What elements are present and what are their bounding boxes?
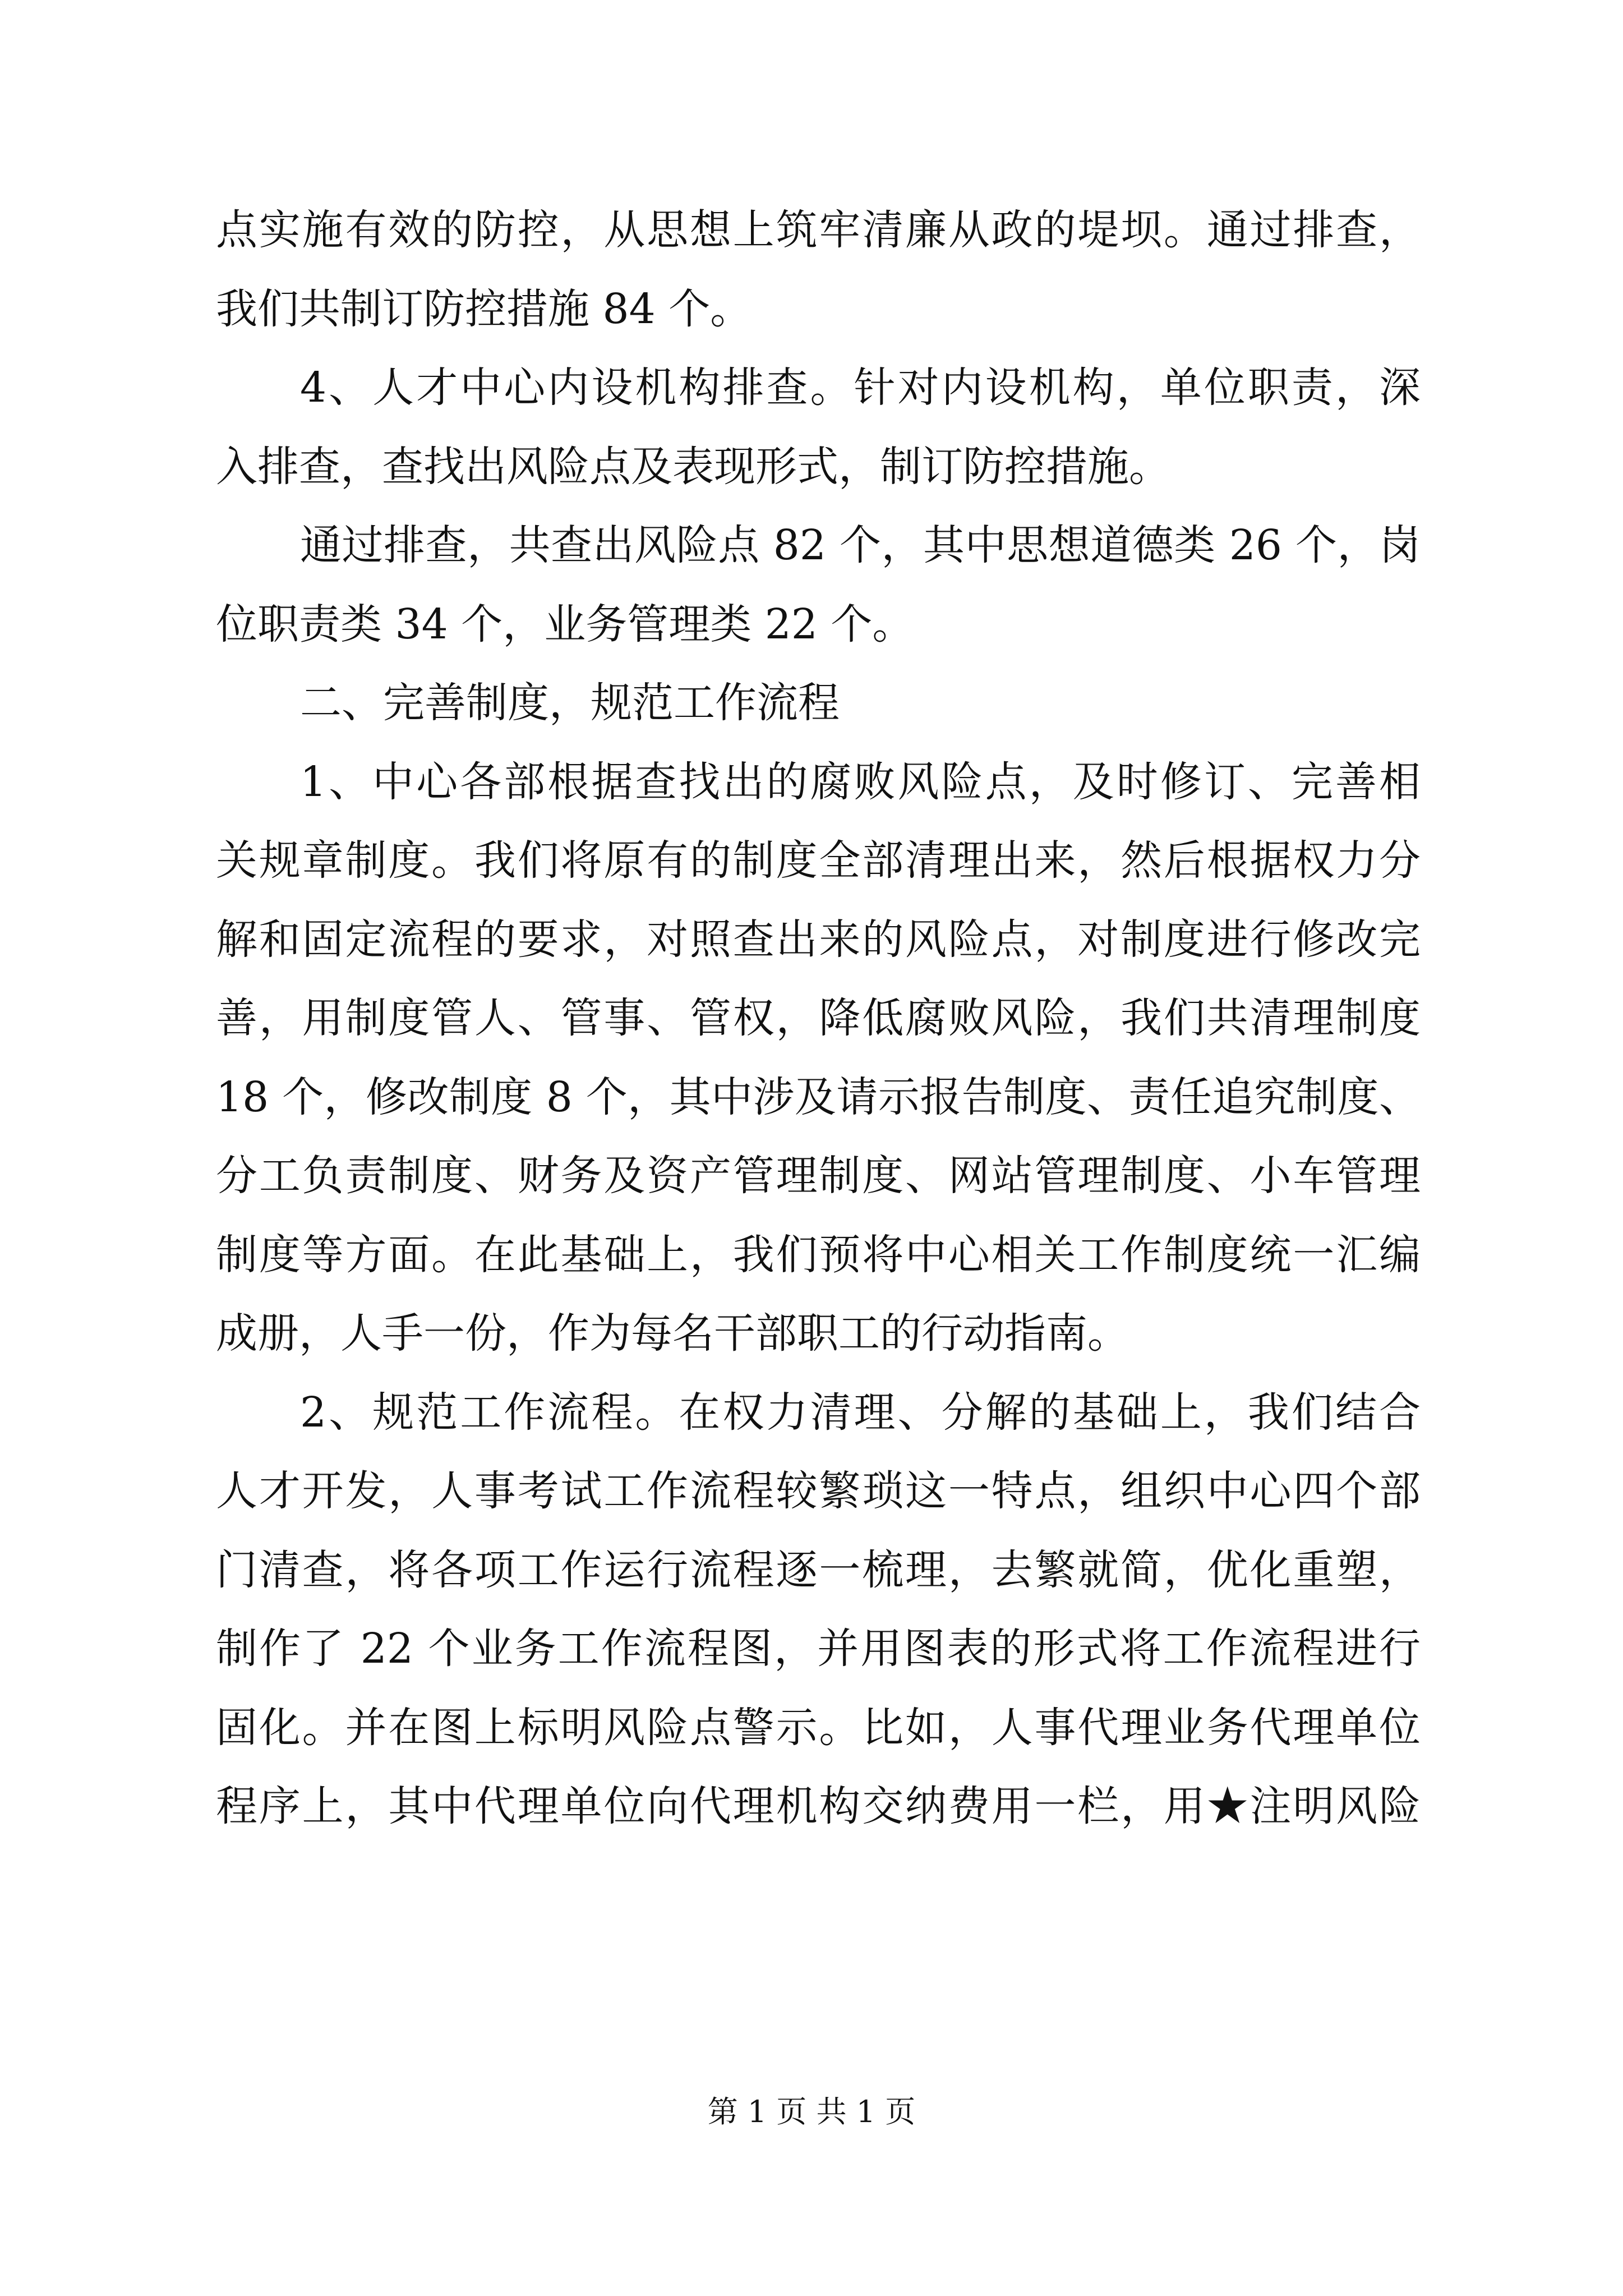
text-line: 入排查，查找出风险点及表现形式，制订防控措施。 xyxy=(216,442,1170,491)
text-line: 固化。并在图上标明风险点警示。比如，人事代理业务代理单位 xyxy=(216,1703,1421,1752)
text-line: 1、中心各部根据查找出的腐败风险点，及时修订、完善相 xyxy=(300,757,1421,806)
text-line: 4、人才中心内设机构排查。针对内设机构，单位职责，深 xyxy=(300,364,1421,412)
text-line: 关规章制度。我们将原有的制度全部清理出来，然后根据权力分 xyxy=(216,836,1421,885)
body-text xyxy=(216,191,1421,1846)
text-line: 善，用制度管人、管事、管权，降低腐败风险，我们共清理制度 xyxy=(216,994,1421,1042)
text-line: 成册，人手一份，作为每名干部职工的行动指南。 xyxy=(216,1309,1129,1358)
text-line: 点实施有效的防控，从思想上筑牢清廉从政的堤坝。通过排查， xyxy=(216,206,1421,254)
text-line: 18 个，修改制度 8 个，其中涉及请示报告制度、责任追究制度、 xyxy=(216,1073,1421,1121)
text-line: 通过排查，共查出风险点 82 个，其中思想道德类 26 个，岗 xyxy=(300,521,1421,569)
text-line: 二、完善制度，规范工作流程 xyxy=(300,679,840,727)
text-line: 我们共制订防控措施 84 个。 xyxy=(216,284,752,333)
page-footer: 第 1 页 共 1 页 xyxy=(707,2094,916,2129)
text-line: 解和固定流程的要求，对照查出来的风险点，对制度进行修改完 xyxy=(216,915,1421,964)
text-line: 门清查，将各项工作运行流程逐一梳理，去繁就简，优化重塑， xyxy=(216,1545,1421,1594)
text-line: 程序上，其中代理单位向代理机构交纳费用一栏，用★注明风险 xyxy=(216,1782,1421,1830)
text-line: 分工负责制度、财务及资产管理制度、网站管理制度、小车管理 xyxy=(216,1152,1421,1200)
text-line: 位职责类 34 个，业务管理类 22 个。 xyxy=(216,600,914,648)
text-line: 制作了 22 个业务工作流程图，并用图表的形式将工作流程进行 xyxy=(216,1625,1421,1673)
text-line: 2、规范工作流程。在权力清理、分解的基础上，我们结合 xyxy=(300,1388,1421,1437)
text-line: 人才开发，人事考试工作流程较繁琐这一特点，组织中心四个部 xyxy=(216,1467,1421,1515)
text-line: 制度等方面。在此基础上，我们预将中心相关工作制度统一汇编 xyxy=(216,1230,1421,1279)
